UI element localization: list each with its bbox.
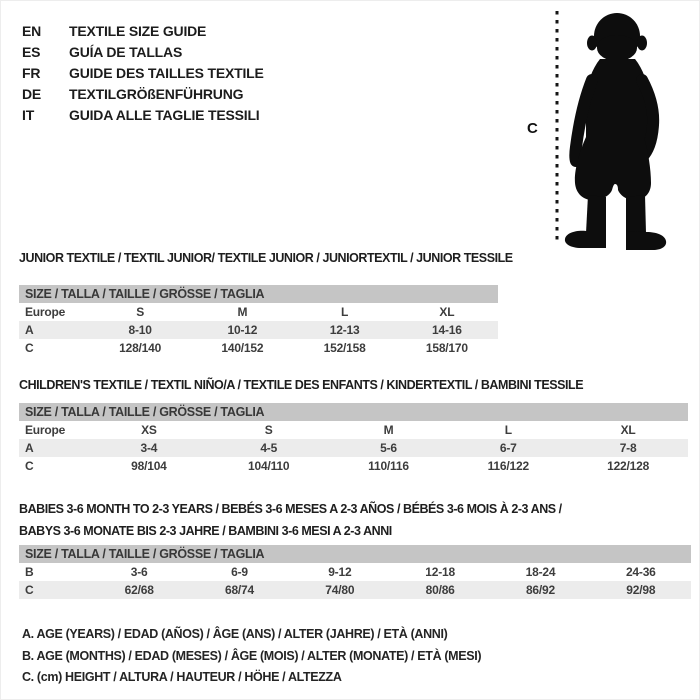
size-cell: 80/86 <box>425 583 455 597</box>
size-cell: 122/128 <box>607 459 650 473</box>
size-cell: XS <box>141 423 157 437</box>
measure-legend <box>22 624 481 689</box>
size-cell: XL <box>620 423 636 437</box>
size-cell: 116/122 <box>487 459 529 473</box>
table-row <box>19 321 498 339</box>
size-header-band: SIZE / TALLA / TAILLE / GRÖSSE / TAGLIA <box>19 403 688 421</box>
size-cell: 18-24 <box>525 565 556 579</box>
language-row <box>22 20 264 41</box>
height-measure-label: C <box>527 120 538 137</box>
size-header-band: SIZE / TALLA / TAILLE / GRÖSSE / TAGLIA <box>19 545 691 563</box>
size-cell: 8-10 <box>128 323 152 337</box>
baby-height-figure <box>546 5 676 253</box>
size-cell: 152/158 <box>323 341 366 355</box>
row-label: Europe <box>25 305 66 319</box>
size-cell: S <box>136 305 145 319</box>
section-junior-textile <box>19 251 513 357</box>
table-row <box>19 457 688 475</box>
table-row <box>19 303 498 321</box>
size-cell: 9-12 <box>328 565 352 579</box>
language-title: TEXTILGRÖßENFÜHRUNG <box>69 85 244 102</box>
size-cell: 104/110 <box>248 459 290 473</box>
language-row <box>22 104 264 125</box>
size-cell: 86/92 <box>525 583 555 597</box>
size-cell: M <box>383 423 394 437</box>
size-cell: 14-16 <box>432 323 462 337</box>
language-row <box>22 41 264 62</box>
size-header-band: SIZE / TALLA / TAILLE / GRÖSSE / TAGLIA <box>19 285 498 303</box>
language-title-list <box>22 20 264 125</box>
size-cell: 92/98 <box>626 583 656 597</box>
size-cell: 4-5 <box>260 441 278 455</box>
language-row <box>22 62 264 83</box>
legend-line: C. (cm) HEIGHT / ALTURA / HAUTEUR / HÖHE / ALTEZZA <box>22 670 342 684</box>
language-code: IT <box>22 106 35 123</box>
size-cell: 5-6 <box>380 441 397 455</box>
size-cell: 6-9 <box>231 565 248 579</box>
language-code: EN <box>22 22 42 39</box>
section-childrens-textile <box>19 378 688 475</box>
size-table <box>19 303 498 357</box>
size-cell: XL <box>439 305 455 319</box>
table-row <box>19 339 498 357</box>
size-cell: 98/104 <box>131 459 167 473</box>
table-row <box>19 421 688 439</box>
size-table <box>19 421 688 475</box>
size-cell: L <box>341 305 349 319</box>
table-row <box>19 439 688 457</box>
section-babies-textile <box>19 498 691 599</box>
size-cell: 24-36 <box>625 565 656 579</box>
section-title: CHILDREN'S TEXTILE / TEXTIL NIÑO/A / TEXTILE DES ENFANTS / KINDERTEXTIL / BAMBINI TESSILE <box>19 378 584 392</box>
size-cell: 3-4 <box>140 441 158 455</box>
size-cell: 62/68 <box>124 583 154 597</box>
size-cell: M <box>237 305 248 319</box>
language-title: GUIDA ALLE TAGLIE TESSILI <box>69 106 260 123</box>
row-label: A <box>25 323 34 337</box>
size-cell: L <box>504 423 512 437</box>
language-title: TEXTILE SIZE GUIDE <box>69 22 207 39</box>
language-row <box>22 83 264 104</box>
size-cell: 10-12 <box>227 323 258 337</box>
section-title: BABYS 3-6 MONATE BIS 2-3 JAHRE / BAMBINI 3-6 MESI A 2-3 ANNI <box>19 524 392 538</box>
size-cell: 7-8 <box>619 441 637 455</box>
row-label: B <box>25 565 34 579</box>
language-title: GUIDE DES TAILLES TEXTILE <box>69 64 264 81</box>
size-cell: 110/116 <box>368 459 409 473</box>
row-label: Europe <box>25 423 66 437</box>
table-row <box>19 581 691 599</box>
size-cell: 74/80 <box>325 583 355 597</box>
language-code: DE <box>22 85 42 102</box>
size-cell: 12-13 <box>329 323 360 337</box>
language-code: ES <box>22 43 41 60</box>
size-cell: S <box>264 423 273 437</box>
size-cell: 68/74 <box>224 583 254 597</box>
size-cell: 128/140 <box>119 341 162 355</box>
size-cell: 12-18 <box>425 565 455 579</box>
section-title: BABIES 3-6 MONTH TO 2-3 YEARS / BEBÉS 3-6 MESES A 2-3 AÑOS / BÉBÉS 3-6 MOIS À 2-3 ANS / <box>19 502 562 516</box>
legend-line: A. AGE (YEARS) / EDAD (AÑOS) / ÂGE (ANS) / ALTER (JAHRE) / ETÀ (ANNI) <box>22 627 448 641</box>
size-table <box>19 563 691 599</box>
language-title: GUÍA DE TALLAS <box>69 43 183 60</box>
row-label: A <box>25 441 34 455</box>
row-label: C <box>25 583 34 597</box>
language-code: FR <box>22 64 41 81</box>
row-label: C <box>25 341 34 355</box>
size-cell: 140/152 <box>221 341 264 355</box>
row-label: C <box>25 459 34 473</box>
section-title: JUNIOR TEXTILE / TEXTIL JUNIOR/ TEXTILE JUNIOR / JUNIORTEXTIL / JUNIOR TESSILE <box>19 251 513 265</box>
size-cell: 6-7 <box>499 441 517 455</box>
baby-silhouette-icon <box>546 5 676 253</box>
table-row <box>19 563 691 581</box>
baby-silhouette-shape <box>565 13 666 250</box>
size-cell: 3-6 <box>130 565 148 579</box>
size-cell: 158/170 <box>425 341 468 355</box>
legend-line: B. AGE (MONTHS) / EDAD (MESES) / ÂGE (MOIS) / ALTER (MONATE) / ETÀ (MESI) <box>22 648 482 663</box>
